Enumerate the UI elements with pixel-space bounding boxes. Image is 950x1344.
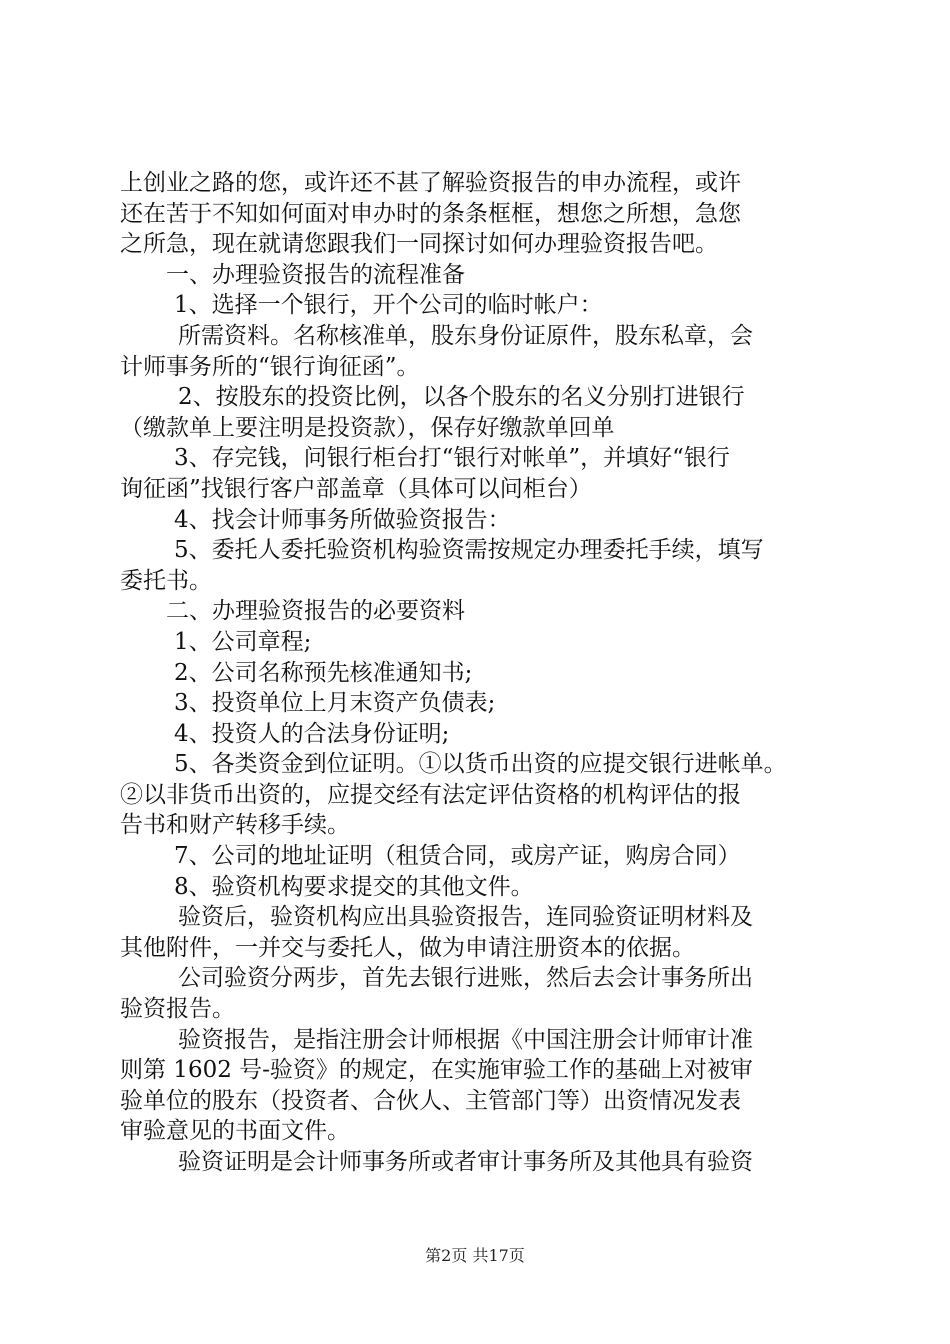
text-line: 验资后，验资机构应出具验资报告，连同验资证明材料及 <box>178 904 753 931</box>
text-line: 所需资料。名称核准单，股东身份证原件，股东私章，会 <box>178 322 753 349</box>
document-body <box>120 168 836 1178</box>
text-line: 询征函”找银行客户部盖章（具体可以问柜台） <box>120 475 592 502</box>
text-line: 计师事务所的“银行询征函”。 <box>120 353 420 380</box>
text-line: 验资报告。 <box>120 996 235 1023</box>
text-line: 还在苦于不知如何面对申办时的条条框框，想您之所想，急您 <box>120 200 741 227</box>
text-line: 验资报告，是指注册会计师根据《中国注册会计师审计准 <box>178 1026 753 1053</box>
text-line: （缴款单上要注明是投资款），保存好缴款单回单 <box>120 414 615 441</box>
text-line: 其他附件，一并交与委托人，做为申请注册资本的依据。 <box>120 934 695 961</box>
list-item: 3、存完钱，问银行柜台打“银行对帐单”，并填好“银行 <box>174 445 730 472</box>
list-item: 1、选择一个银行，开个公司的临时帐户： <box>174 292 603 319</box>
section-heading: 二、办理验资报告的必要资料 <box>166 598 465 625</box>
list-item: 2、按股东的投资比例，以各个股东的名义分别打进银行 <box>178 384 745 411</box>
list-item: 5、委托人委托验资机构验资需按规定办理委托手续，填写 <box>174 537 764 564</box>
list-item: 4、找会计师事务所做验资报告： <box>174 506 511 533</box>
list-item: 4、投资人的合法身份证明; <box>174 720 450 747</box>
text-line: 委托书。 <box>120 567 212 594</box>
list-item: 7、公司的地址证明（租赁合同，或房产证，购房合同） <box>174 843 741 870</box>
text-line: 之所急，现在就请您跟我们一同探讨如何办理验资报告吧。 <box>120 231 718 258</box>
page-footer: 第2页 共17页 <box>425 1246 525 1265</box>
text-line: ②以非货币出资的，应提交经有法定评估资格的机构评估的报 <box>120 781 741 808</box>
list-item: 5、各类资金到位证明。①以货币出资的应提交银行进帐单。 <box>174 751 787 778</box>
text-line: 验单位的股东（投资者、合伙人、主管部门等）出资情况发表 <box>120 1087 741 1114</box>
list-item: 8、验资机构要求提交的其他文件。 <box>174 873 534 900</box>
text-line: 审验意见的书面文件。 <box>120 1118 350 1145</box>
section-heading: 一、办理验资报告的流程准备 <box>166 261 465 288</box>
list-item: 3、投资单位上月末资产负债表; <box>174 690 496 717</box>
text-line: 验资证明是会计师事务所或者审计事务所及其他具有验资 <box>178 1149 753 1175</box>
text-line: 告书和财产转移手续。 <box>120 812 350 839</box>
text-line: 公司验资分两步，首先去银行进账，然后去会计事务所出 <box>178 965 753 992</box>
list-item: 2、公司名称预先核准通知书; <box>174 659 473 686</box>
text-line: 则第 1602 号-验资》的规定，在实施审验工作的基础上对被审 <box>120 1057 753 1084</box>
list-item: 1、公司章程; <box>174 628 312 655</box>
text-line: 上创业之路的您，或许还不甚了解验资报告的申办流程，或许 <box>120 170 741 196</box>
